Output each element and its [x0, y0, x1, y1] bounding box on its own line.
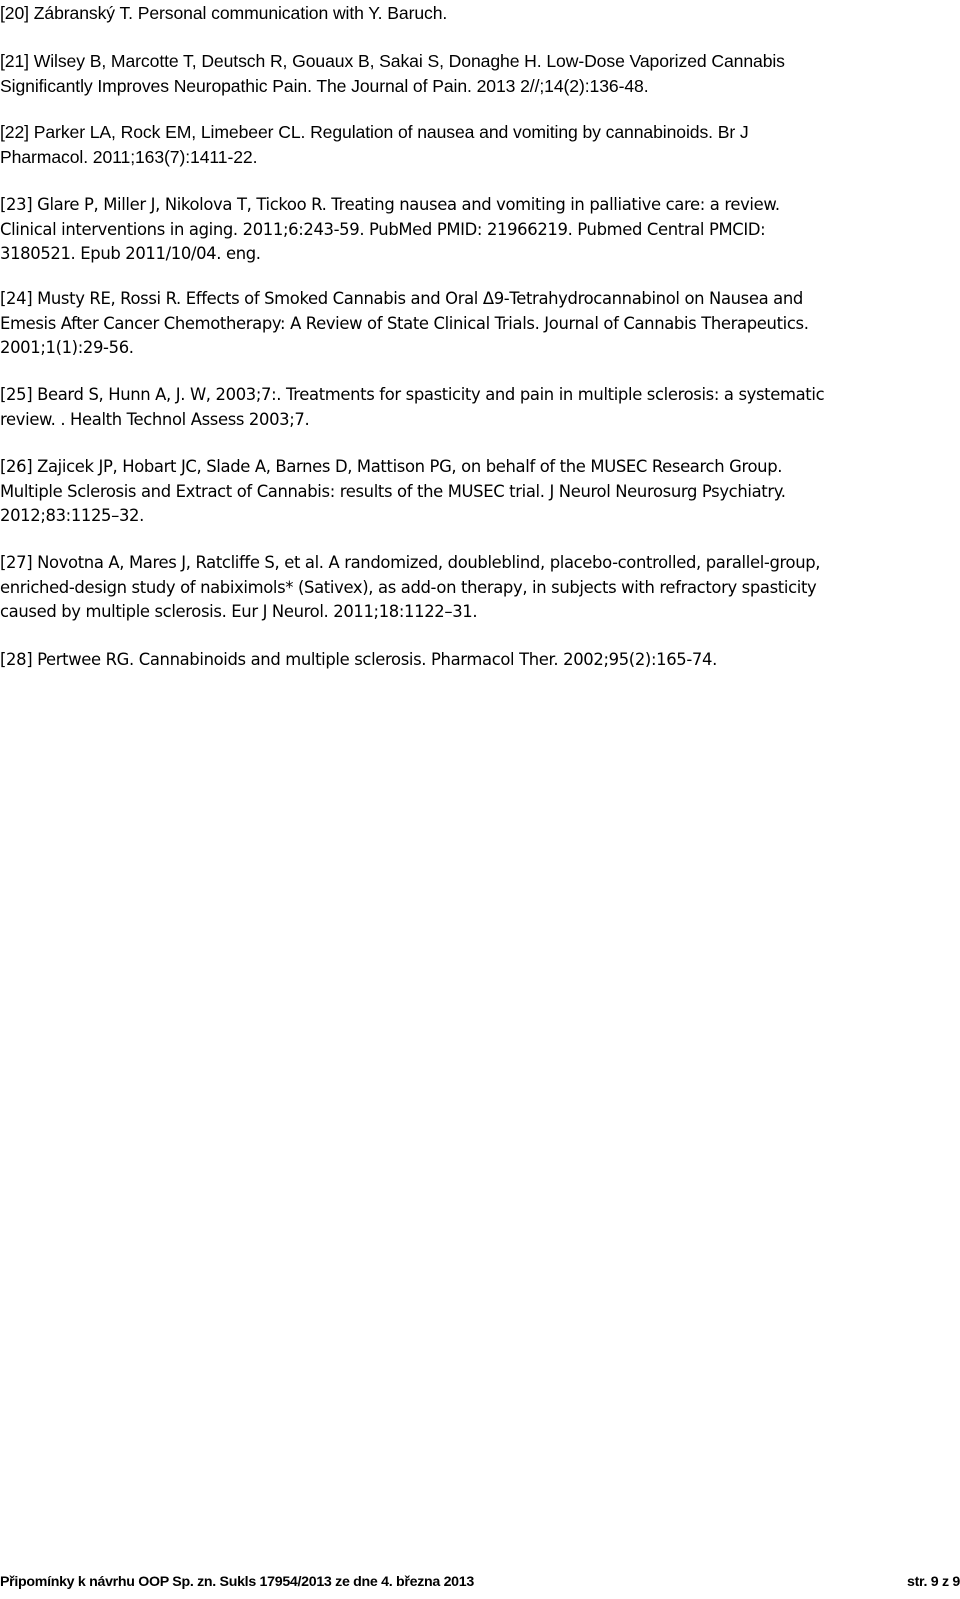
footer-page-number: str. 9 z 9: [907, 1574, 960, 1590]
reference-line: 2012;83:1125–32.: [0, 506, 144, 525]
reference-line: enriched-design study of nabiximols* (Sativex), as add-on therapy, in subjects with refractory spasticity: [0, 577, 817, 597]
reference-line: Emesis After Cancer Chemotherapy: A Review of State Clinical Trials. Journal of Cannabis Therapeutics.: [0, 313, 809, 333]
reference-line: caused by multiple sclerosis. Eur J Neurol. 2011;18:1122–31.: [0, 602, 478, 621]
reference-line: Significantly Improves Neuropathic Pain. The Journal of Pain. 2013 2//;14(2):136-48.: [0, 75, 649, 96]
reference-line: [25] Beard S, Hunn A, J. W, 2003;7:. Treatments for spasticity and pain in multiple sclerosis: a systematic: [0, 385, 825, 404]
reference-26: [0, 455, 786, 529]
reference-line: [20] Zábranský T. Personal communication with Y. Baruch.: [0, 3, 448, 23]
reference-21: [0, 49, 785, 98]
reference-line: [26] Zajicek JP, Hobart JC, Slade A, Barnes D, Mattison PG, on behalf of the MUSEC Research Group.: [0, 457, 783, 476]
footer-document-info: Připomínky k návrhu OOP Sp. zn. Sukls 17954/2013 ze dne 4. března 2013: [0, 1574, 474, 1590]
reference-24: [0, 287, 809, 361]
reference-line: 3180521. Epub 2011/10/04. eng.: [0, 244, 261, 263]
reference-line: [24] Musty RE, Rossi R. Effects of Smoked Cannabis and Oral Δ9-Tetrahydrocannabinol on Nausea and: [0, 289, 803, 308]
reference-line: [23] Glare P, Miller J, Nikolova T, Tickoo R. Treating nausea and vomiting in palliative care: a review.: [0, 195, 780, 214]
reference-line: [22] Parker LA, Rock EM, Limebeer CL. Regulation of nausea and vomiting by cannabinoids. Br J: [0, 122, 749, 142]
reference-line: 2001;1(1):29-56.: [0, 338, 134, 357]
reference-line: Pharmacol. 2011;163(7):1411-22.: [0, 146, 258, 167]
reference-line: [28] Pertwee RG. Cannabinoids and multiple sclerosis. Pharmacol Ther. 2002;95(2):165-74.: [0, 650, 717, 669]
reference-20: [0, 1, 447, 26]
reference-25: [0, 383, 824, 432]
reference-line: [27] Novotna A, Mares J, Ratcliffe S, et al. A randomized, doubleblind, placebo-controlled, parallel-group,: [0, 553, 821, 572]
reference-line: review. . Health Technol Assess 2003;7.: [0, 409, 310, 429]
reference-line: Multiple Sclerosis and Extract of Cannabis: results of the MUSEC trial. J Neurol Neurosurg Psychiatry.: [0, 481, 786, 501]
reference-line: Clinical interventions in aging. 2011;6:243-59. PubMed PMID: 21966219. Pubmed Central PMCID:: [0, 219, 766, 239]
page-footer: [0, 1574, 960, 1598]
reference-22: [0, 120, 749, 169]
reference-28: [0, 648, 717, 673]
reference-27: [0, 551, 820, 625]
reference-23: [0, 193, 780, 267]
reference-line: [21] Wilsey B, Marcotte T, Deutsch R, Gouaux B, Sakai S, Donaghe H. Low-Dose Vaporized Cannabis: [0, 51, 785, 71]
